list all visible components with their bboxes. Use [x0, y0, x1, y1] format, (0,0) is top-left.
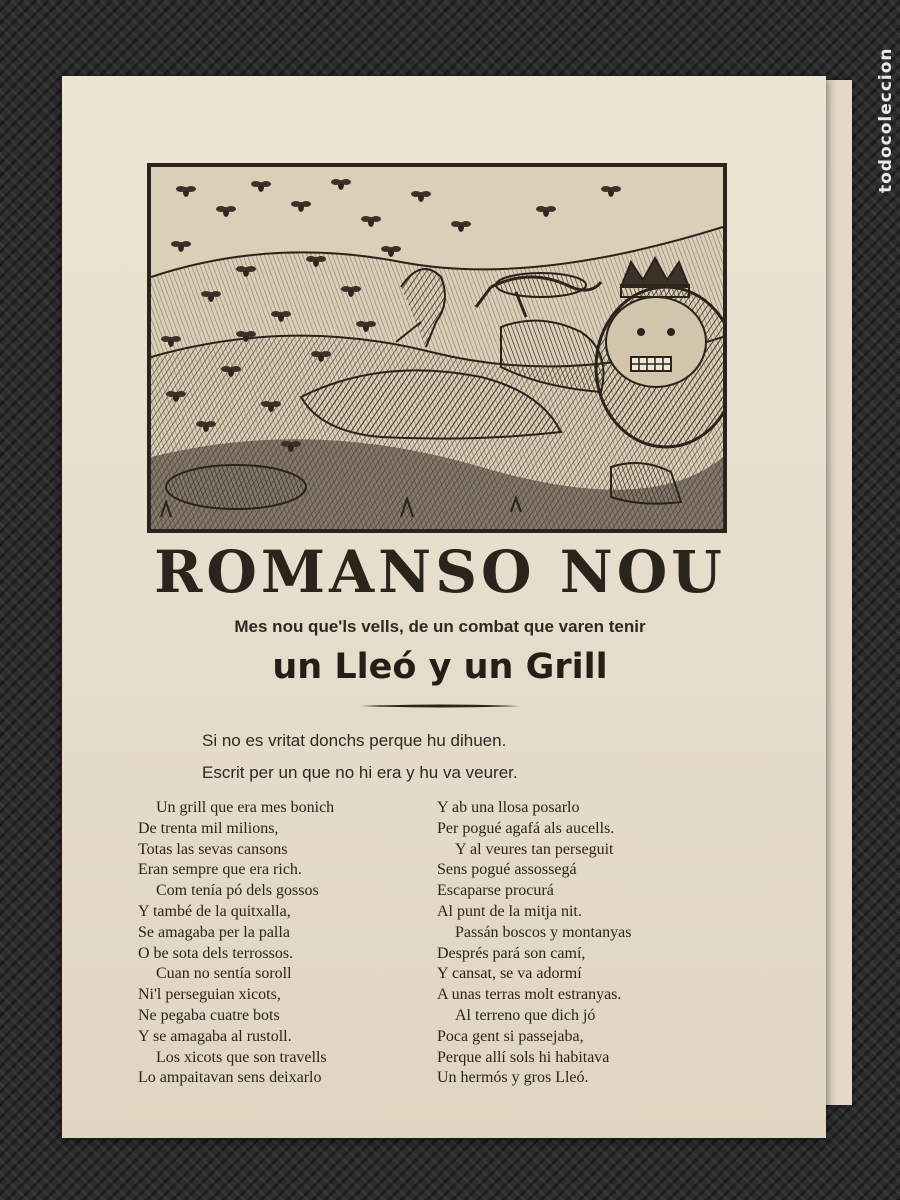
verse-line: Lo ampaitavan sens deixarlo	[138, 1069, 322, 1087]
verse-line: Al terreno que dich jó	[455, 1006, 596, 1024]
ornamental-rule	[360, 704, 520, 708]
verse-line: Ni'l perseguian xicots,	[138, 986, 281, 1004]
document-subtitle: Mes nou que'ls vells, de un combat que varen tenir	[234, 617, 646, 636]
document-title: ROMANSO NOU	[154, 538, 726, 606]
lion-and-cricket-woodcut	[151, 167, 723, 529]
verse-line: Perque allí sols hi habitava	[437, 1048, 610, 1066]
verse-line: Cuan no sentía soroll	[156, 965, 292, 983]
verse-line: Per pogué agafá als aucells.	[437, 819, 615, 837]
verse-line: Ne pegaba cuatre bots	[138, 1006, 280, 1024]
verse-line: Totas las sevas cansons	[138, 840, 288, 858]
tagline-1: Si no es vritat donchs perque hu dihuen.	[202, 731, 507, 750]
verse-line: Los xicots que son travells	[156, 1048, 327, 1066]
verse-line: Se amagaba per la palla	[138, 923, 290, 941]
verse-line: O be sota dels terrossos.	[138, 944, 294, 962]
verse-column-left	[138, 798, 428, 1089]
verse-line: Y se amagaba al rustoll.	[138, 1027, 292, 1045]
verse-line: Escaparse procurá	[437, 882, 554, 900]
verse-line: Y també de la quitxalla,	[138, 902, 291, 920]
verse-line: Un grill que era mes bonich	[156, 799, 335, 816]
verse-line: Un hermós y gros Lleó.	[437, 1069, 589, 1087]
woodcut-illustration	[147, 163, 727, 533]
verse-column-right	[437, 798, 737, 1089]
verse-line: Passán boscos y montanyas	[455, 923, 632, 941]
verse-line: De trenta mil milions,	[138, 819, 279, 837]
document-headline: un Lleó y un Grill	[272, 647, 608, 687]
verse-line: Poca gent si passejaba,	[437, 1027, 584, 1045]
verse-line: Sens pogué assossegá	[437, 861, 577, 879]
verse-line: A unas terras molt estranyas.	[437, 986, 622, 1004]
tagline-2: Escrit per un que no hi era y hu va veurer.	[202, 763, 518, 782]
verse-line: Al punt de la mitja nit.	[437, 902, 582, 920]
verse-line: Y al veures tan perseguit	[455, 840, 614, 858]
watermark-text: todocoleccion	[876, 47, 896, 193]
verse-line: Després pará son camí,	[437, 944, 586, 962]
verse-line: Y ab una llosa posarlo	[437, 799, 580, 816]
verse-line: Eran sempre que era rich.	[138, 861, 302, 879]
verse-line: Y cansat, se va adormí	[437, 965, 582, 983]
verse-line: Com tenía pó dels gossos	[156, 882, 319, 900]
